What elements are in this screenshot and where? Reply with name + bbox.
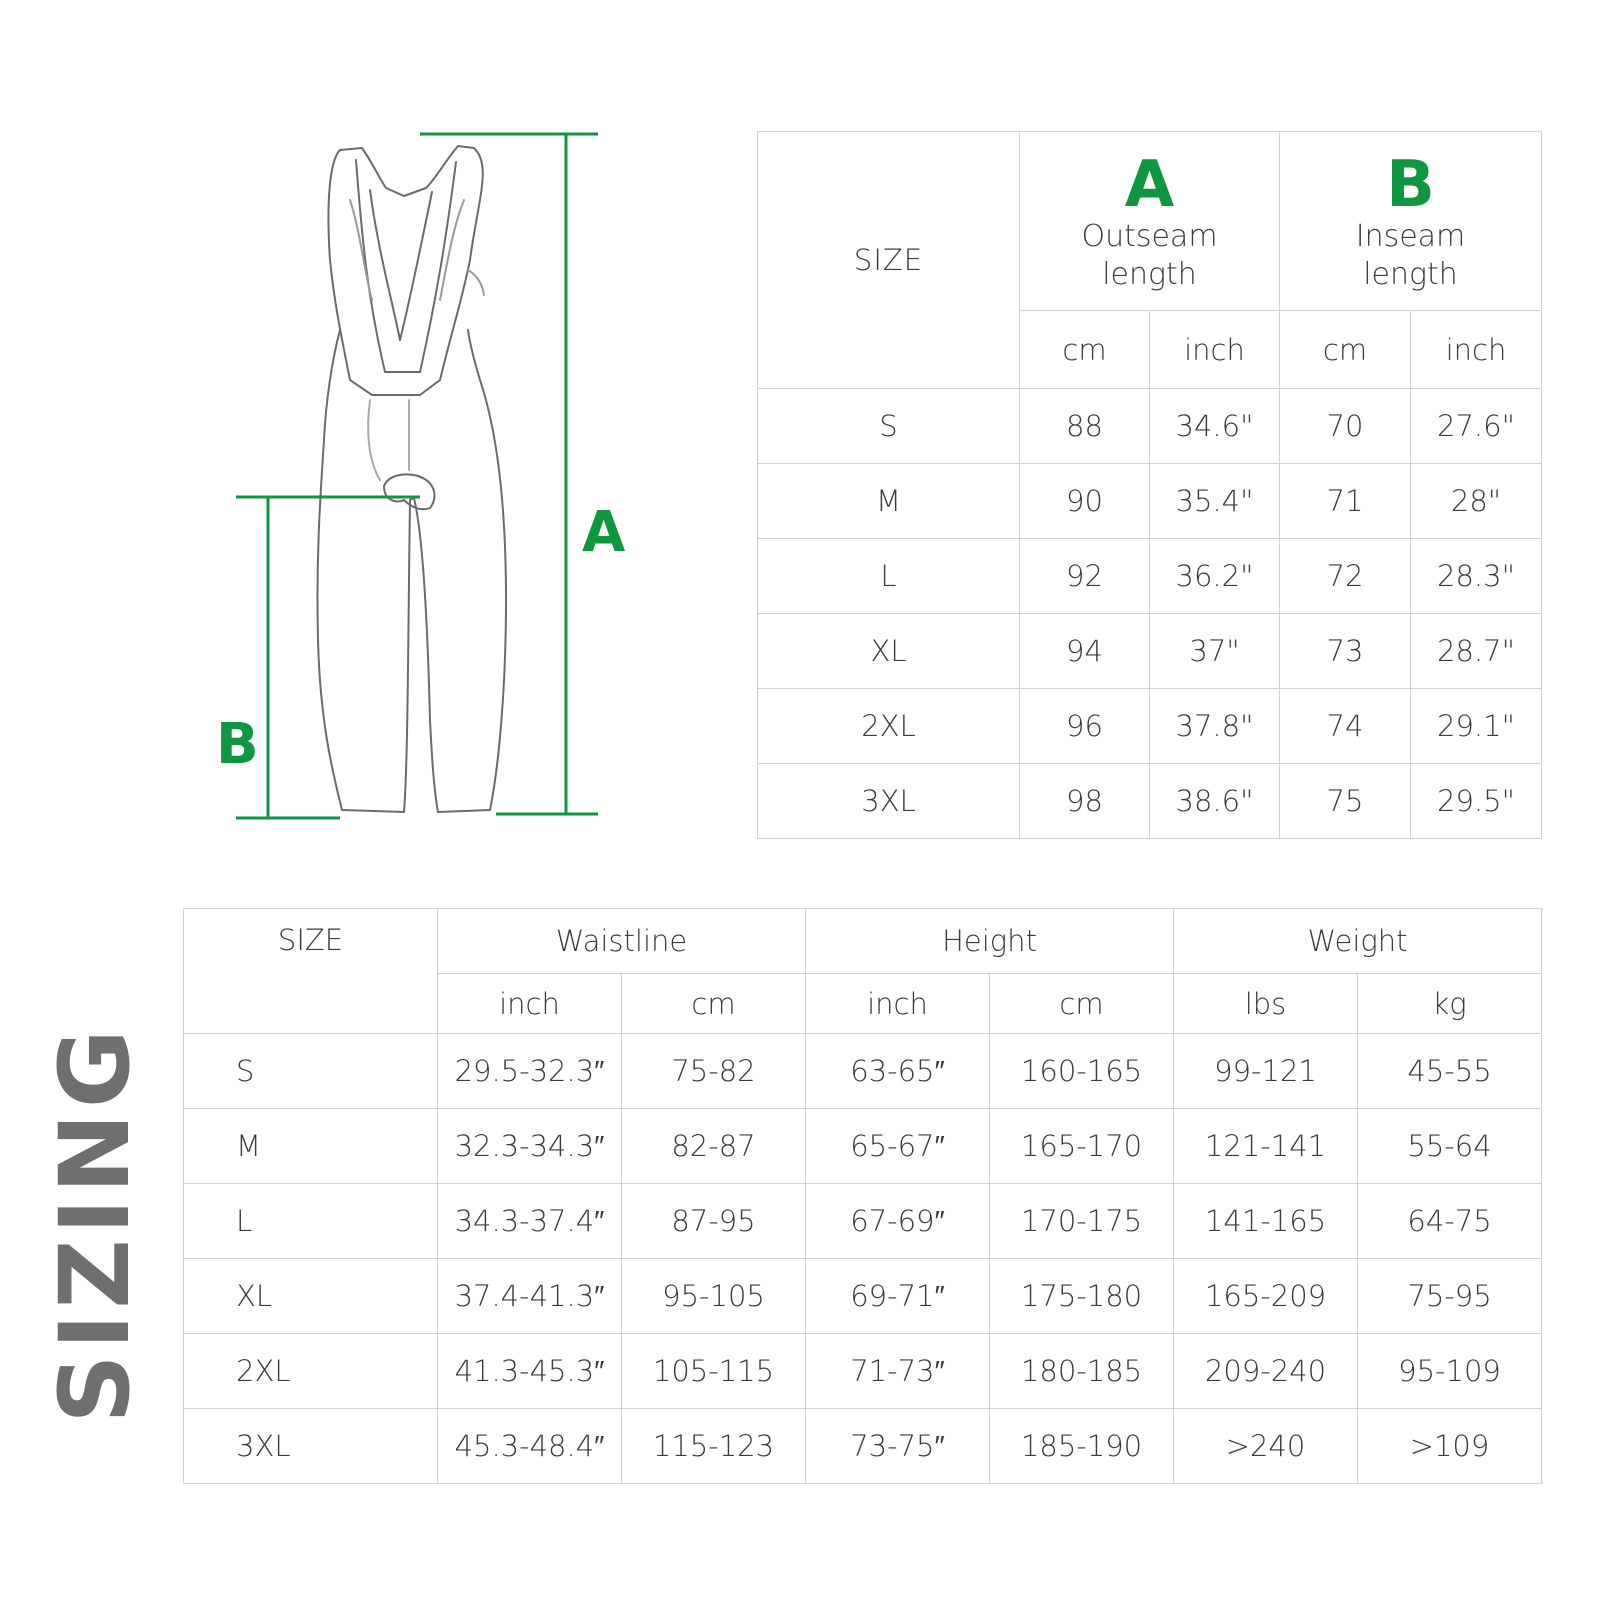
value-cell: 63-65″ [806, 1034, 990, 1109]
value-cell: 95-105 [622, 1259, 806, 1334]
body-size-table [183, 908, 1542, 1484]
inseam-title: Inseam length [1355, 219, 1466, 292]
unit-cell: inch [806, 974, 990, 1034]
dimension-label-a: A [582, 500, 626, 565]
value-cell: 92 [1020, 539, 1150, 614]
value-cell: 96 [1020, 689, 1150, 764]
outseam-title: Outseam length [1081, 219, 1218, 292]
bib-tights-sketch-icon [317, 146, 506, 812]
inseam-header [1280, 132, 1542, 311]
table-row [184, 1409, 1542, 1484]
value-cell: 29.5" [1411, 764, 1542, 839]
unit-cell: lbs [1174, 974, 1358, 1034]
value-cell: 175-180 [990, 1259, 1174, 1334]
table-header-row [184, 909, 1542, 974]
size-cell: L [184, 1184, 438, 1259]
value-cell: 37.8" [1150, 689, 1280, 764]
value-cell: >109 [1358, 1409, 1542, 1484]
value-cell: 32.3-34.3″ [438, 1109, 622, 1184]
value-cell: 73-75″ [806, 1409, 990, 1484]
value-cell: 27.6" [1411, 389, 1542, 464]
value-cell: 65-67″ [806, 1109, 990, 1184]
value-cell: 75-95 [1358, 1259, 1542, 1334]
value-cell: 71 [1280, 464, 1411, 539]
value-cell: 28" [1411, 464, 1542, 539]
size-cell: L [758, 539, 1020, 614]
value-cell: 94 [1020, 614, 1150, 689]
value-cell: 115-123 [622, 1409, 806, 1484]
size-cell: M [184, 1109, 438, 1184]
unit-cell: cm [990, 974, 1174, 1034]
value-cell: 55-64 [1358, 1109, 1542, 1184]
table-row [758, 389, 1542, 464]
value-cell: 180-185 [990, 1334, 1174, 1409]
value-cell: 37.4-41.3″ [438, 1259, 622, 1334]
size-header: SIZE [184, 909, 438, 1034]
unit-cell: inch [1150, 311, 1280, 389]
table-row [184, 1184, 1542, 1259]
table-row [184, 1034, 1542, 1109]
table-row [758, 689, 1542, 764]
value-cell: 82-87 [622, 1109, 806, 1184]
size-cell: 2XL [184, 1334, 438, 1409]
height-header: Height [806, 909, 1174, 974]
unit-cell: inch [1411, 311, 1542, 389]
value-cell: 34.6" [1150, 389, 1280, 464]
size-cell: S [184, 1034, 438, 1109]
table-row [184, 1109, 1542, 1184]
value-cell: 209-240 [1174, 1334, 1358, 1409]
unit-cell: cm [1280, 311, 1411, 389]
value-cell: 87-95 [622, 1184, 806, 1259]
value-cell: 90 [1020, 464, 1150, 539]
value-cell: 74 [1280, 689, 1411, 764]
dimension-label-b: B [216, 712, 259, 777]
value-cell: 170-175 [990, 1184, 1174, 1259]
value-cell: 165-170 [990, 1109, 1174, 1184]
value-cell: 41.3-45.3″ [438, 1334, 622, 1409]
value-cell: 28.7" [1411, 614, 1542, 689]
value-cell: 99-121 [1174, 1034, 1358, 1109]
value-cell: 35.4" [1150, 464, 1280, 539]
value-cell: 34.3-37.4″ [438, 1184, 622, 1259]
table-row [758, 539, 1542, 614]
table-row [184, 1259, 1542, 1334]
size-header: SIZE [758, 132, 1020, 389]
unit-cell: kg [1358, 974, 1542, 1034]
value-cell: 67-69″ [806, 1184, 990, 1259]
size-cell: 2XL [758, 689, 1020, 764]
value-cell: 71-73″ [806, 1334, 990, 1409]
size-cell: XL [184, 1259, 438, 1334]
value-cell: 45.3-48.4″ [438, 1409, 622, 1484]
value-cell: 98 [1020, 764, 1150, 839]
table-header-row [758, 132, 1542, 311]
value-cell: >240 [1174, 1409, 1358, 1484]
size-cell: XL [758, 614, 1020, 689]
value-cell: 69-71″ [806, 1259, 990, 1334]
unit-cell: cm [1020, 311, 1150, 389]
length-size-table [757, 131, 1542, 839]
size-cell: 3XL [184, 1409, 438, 1484]
value-cell: 141-165 [1174, 1184, 1358, 1259]
value-cell: 121-141 [1174, 1109, 1358, 1184]
value-cell: 73 [1280, 614, 1411, 689]
value-cell: 29.1" [1411, 689, 1542, 764]
size-cell: 3XL [758, 764, 1020, 839]
table-row [758, 464, 1542, 539]
table-row [758, 614, 1542, 689]
value-cell: 75-82 [622, 1034, 806, 1109]
value-cell: 38.6" [1150, 764, 1280, 839]
value-cell: 28.3" [1411, 539, 1542, 614]
outseam-letter: A [1124, 148, 1175, 222]
size-cell: M [758, 464, 1020, 539]
table-row [758, 764, 1542, 839]
weight-header: Weight [1174, 909, 1542, 974]
size-cell: S [758, 389, 1020, 464]
value-cell: 45-55 [1358, 1034, 1542, 1109]
value-cell: 36.2" [1150, 539, 1280, 614]
value-cell: 72 [1280, 539, 1411, 614]
unit-cell: inch [438, 974, 622, 1034]
waistline-header: Waistline [438, 909, 806, 974]
bib-tights-diagram [0, 0, 740, 860]
value-cell: 88 [1020, 389, 1150, 464]
value-cell: 64-75 [1358, 1184, 1542, 1259]
value-cell: 185-190 [990, 1409, 1174, 1484]
table-row [184, 1334, 1542, 1409]
value-cell: 160-165 [990, 1034, 1174, 1109]
value-cell: 105-115 [622, 1334, 806, 1409]
outseam-dimension-line [420, 134, 598, 814]
sizing-title: SIZING [39, 1024, 151, 1424]
value-cell: 95-109 [1358, 1334, 1542, 1409]
value-cell: 29.5-32.3″ [438, 1034, 622, 1109]
inseam-dimension-line [236, 497, 420, 818]
unit-cell: cm [622, 974, 806, 1034]
value-cell: 75 [1280, 764, 1411, 839]
value-cell: 70 [1280, 389, 1411, 464]
outseam-header [1020, 132, 1280, 311]
inseam-letter: B [1386, 148, 1435, 222]
value-cell: 37" [1150, 614, 1280, 689]
value-cell: 165-209 [1174, 1259, 1358, 1334]
